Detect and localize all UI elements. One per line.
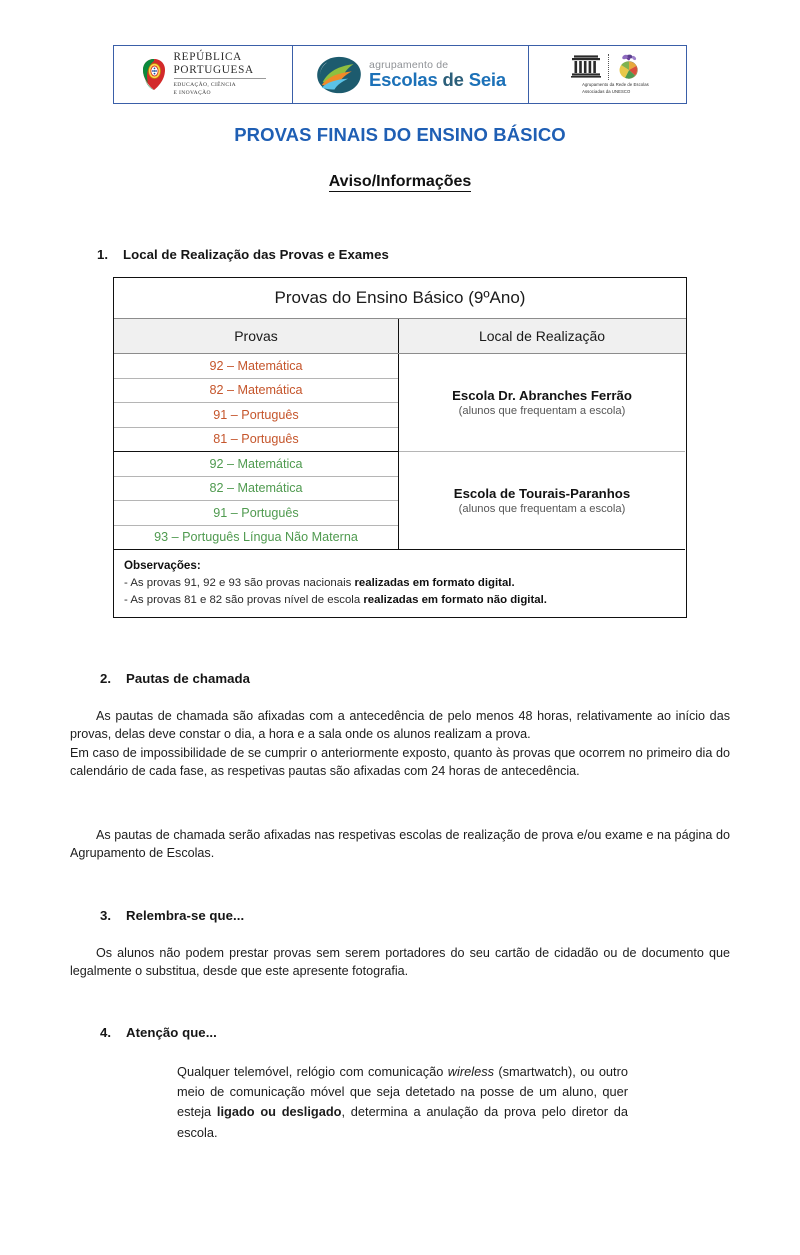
table-notes-line-1 <box>124 575 676 592</box>
table-row: 81 – Português <box>114 428 398 453</box>
page-title: PROVAS FINAIS DO ENSINO BÁSICO <box>234 124 566 145</box>
paragraph-3-text: Os alunos não podem prestar provas sem serem portadores do seu cartão de cidadão ou de documento que legalmente o substitua, desde que este apresente fotografia. <box>70 946 730 979</box>
notes-line2-plain: - As provas 81 e 82 são provas nível de escola <box>124 593 364 606</box>
section-4-label: Atenção que... <box>126 1025 217 1040</box>
table-notes <box>114 550 686 617</box>
paragraph-4 <box>177 1062 628 1143</box>
paragraph-2b <box>70 744 730 781</box>
provas-table <box>113 277 687 618</box>
unesco-caption-line1: Agrupamento da Rede de Escolas <box>582 82 649 88</box>
table-row: 92 – Matemática <box>114 452 398 477</box>
table-row: 82 – Matemática <box>114 379 398 404</box>
paragraph-2b-text: Em caso de impossibilidade de se cumprir o anteriormente exposto, quanto às provas que ocorrem no primeiro dia do calendário de cada fase, as respetivas pautas são afixadas com 24 horas de antecedência. <box>70 746 730 779</box>
section-heading-4 <box>100 1025 217 1040</box>
republica-divider <box>174 78 266 79</box>
notes-line1-plain: - As provas 91, 92 e 93 são provas nacionais <box>124 576 355 589</box>
notes-line2-bold: realizadas em formato não digital. <box>363 593 547 606</box>
local-sub-1: (alunos que frequentam a escola) <box>458 405 626 417</box>
paragraph-4-part1: Qualquer telemóvel, relógio com comunicação <box>177 1064 448 1079</box>
portuguese-shield-icon <box>141 58 167 92</box>
table-notes-title: Observações: <box>124 559 201 572</box>
escolas-top-text: agrupamento de <box>369 58 449 71</box>
logo-republica-portuguesa <box>114 46 293 103</box>
escolas-bottom-text <box>369 71 506 90</box>
notes-line1-bold: realizadas em formato digital. <box>354 576 515 589</box>
section-heading-2 <box>100 671 250 686</box>
republica-title-line1: REPÚBLICA <box>173 51 242 64</box>
table-column-header-provas: Provas <box>114 319 399 353</box>
paragraph-2a <box>70 707 730 744</box>
local-name-2: Escola de Tourais-Paranhos <box>453 486 631 501</box>
local-sub-2: (alunos que frequentam a escola) <box>458 503 626 515</box>
table-notes-line-2 <box>124 592 676 609</box>
table-column-provas <box>114 354 399 550</box>
table-cell-local-1 <box>399 354 685 452</box>
republica-sub-line1: EDUCAÇÃO, CIÊNCIA <box>173 81 237 88</box>
escolas-word-de: de <box>442 69 464 90</box>
unesco-temple-icon <box>571 54 601 80</box>
logo-agrupamento-escolas-de-seia <box>293 46 529 103</box>
escolas-de-seia-mark-icon <box>315 55 363 95</box>
paragraph-4-bold: ligado ou desligado <box>216 1104 342 1120</box>
table-row: 91 – Português <box>114 501 398 526</box>
paragraph-2a-text: As pautas de chamada são afixadas com a antecedência de pelo menos 48 horas, relativamente ao início das provas, delas deve constar o dia, a hora e a sala onde os alunos realizam a prova. <box>70 709 730 742</box>
table-cell-local-2 <box>399 452 685 550</box>
logo-unesco-associated-schools <box>529 46 685 103</box>
page-subtitle-text: Aviso/Informações <box>328 173 472 190</box>
table-title: Provas do Ensino Básico (9ºAno) <box>114 278 686 319</box>
paragraph-3 <box>70 944 730 981</box>
escolas-word-escolas: Escolas <box>369 69 438 90</box>
table-column-local <box>399 354 685 550</box>
section-1-number: 1. <box>97 247 109 262</box>
escolas-word-seia: Seia <box>468 69 506 90</box>
section-2-number: 2. <box>100 671 112 686</box>
section-4-number: 4. <box>100 1025 112 1040</box>
table-row: 82 – Matemática <box>114 477 398 502</box>
section-3-number: 3. <box>100 908 112 923</box>
table-body <box>114 354 686 550</box>
section-3-label: Relembra-se que... <box>126 908 245 923</box>
section-1-label: Local de Realização das Provas e Exames <box>123 247 389 262</box>
unesco-caption-line2: Associadas da UNESCO <box>582 88 631 94</box>
table-row: 92 – Matemática <box>114 354 398 379</box>
republica-sub-line2: E INOVAÇÃO <box>173 89 211 96</box>
table-column-header-local: Local de Realização <box>478 328 606 344</box>
table-row: 91 – Português <box>114 403 398 428</box>
page-subtitle <box>0 173 800 191</box>
header-logo-strip <box>113 45 687 104</box>
paragraph-4-part3: , determina a anulação da prova pelo diretor da escola. <box>177 1104 628 1140</box>
paragraph-4-italic: wireless <box>447 1064 494 1079</box>
paragraph-2c <box>70 826 730 863</box>
paragraph-4-part2: (smartwatch), ou outro meio de comunicação móvel que seja detetado na posse de um aluno, quer esteja <box>177 1064 628 1120</box>
republica-title-line2: PORTUGUESA <box>173 63 254 76</box>
local-name-1: Escola Dr. Abranches Ferrão <box>452 388 632 403</box>
unesco-divider <box>608 54 609 80</box>
table-header-row <box>114 319 686 354</box>
section-heading-1 <box>97 247 389 262</box>
section-2-label: Pautas de chamada <box>126 671 250 686</box>
paragraph-2c-text: As pautas de chamada serão afixadas nas respetivas escolas de realização de prova e/ou exame e na página do Agrupamento de Escolas. <box>70 828 730 861</box>
unesco-emblem-icon <box>616 54 642 80</box>
section-heading-3 <box>100 908 244 923</box>
table-row: 93 – Português Língua Não Materna <box>114 526 398 551</box>
